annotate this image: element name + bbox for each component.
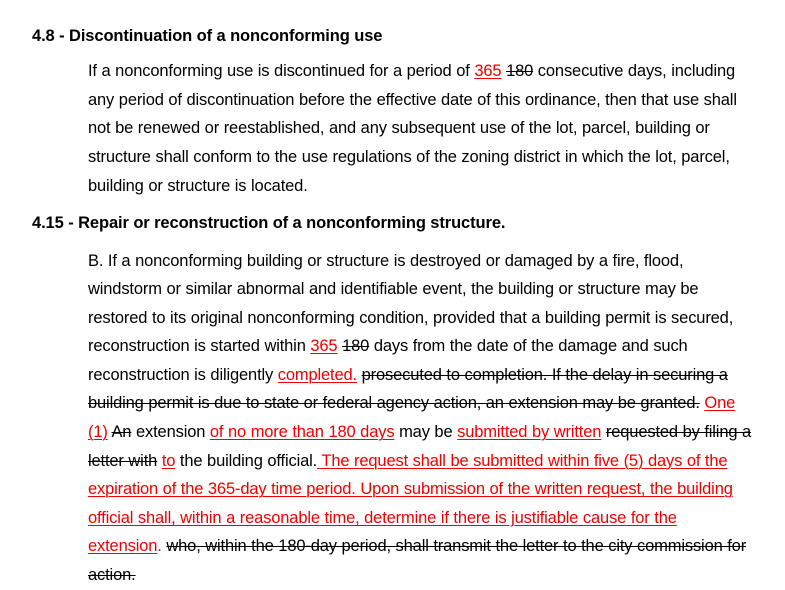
text-run-normal: extension	[131, 423, 210, 442]
text-run-deletion: who, within the 180-day period, shall transmit the letter to the city commission for action.	[88, 537, 747, 585]
paragraph-4-15-b	[88, 247, 755, 590]
section-4-8	[0, 25, 785, 200]
text-run-deletion: prosecuted to completion. If the delay in securing a building permit is due to state or federal agency action, an extension may be granted.	[88, 365, 728, 413]
text-run-normal: the building official.	[175, 451, 318, 470]
text-run-deletion: requested by filing a letter with	[88, 423, 752, 470]
paragraph-4-8-a	[88, 57, 755, 200]
section-spacer	[0, 200, 785, 212]
text-run-normal: consecutive days, including any period of discontinuation before the effective date of this ordinance, then that use shall not be renewed or reestablished, and any subsequent use of the lot, parcel, building or structure shall conform to the use regulations of the zoning district in which the lot, parcel, building or structure is located.	[88, 62, 737, 195]
text-run-insertion: The request shall be submitted within five (5) days of the expiration of the 365-day time period. Upon submission of the written request, the building official shall, within a reasonable time, determine if there is justifiable cause for the extension	[88, 451, 733, 556]
heading-body-spacer	[0, 47, 785, 57]
text-run-normal: B. If a nonconforming building or structure is destroyed or damaged by a fire, flood, windstorm or similar abnormal and identifiable event, the building or structure may be restored to its original nonconforming condition, provided that a building permit is secured, reconstruction is started within	[88, 251, 734, 356]
top-spacer	[0, 0, 785, 25]
text-run-insertion: to	[161, 451, 176, 470]
section-heading-4-8: 4.8 - Discontinuation of a nonconforming use	[32, 27, 383, 45]
text-run-normal: If a nonconforming use is discontinued for a period of	[88, 62, 475, 81]
text-run-normal: may be	[394, 423, 458, 442]
text-run-insertion: 365	[310, 337, 338, 356]
section-heading-4-15: 4.15 - Repair or reconstruction of a nonconforming structure.	[32, 214, 506, 233]
text-run-deletion: An	[111, 423, 132, 442]
text-run-insertion: 365	[474, 62, 502, 81]
text-run-insertion: One (1)	[88, 394, 736, 442]
text-run-normal: days from the date of the damage and such reconstruction is diligently	[88, 337, 688, 384]
text-run-insertion-plain: .	[157, 537, 167, 556]
text-run-deletion: 180	[342, 337, 370, 356]
section-4-15	[0, 212, 785, 589]
text-run-insertion: submitted by written	[457, 423, 602, 442]
text-run-deletion: 180	[506, 62, 534, 81]
text-run-insertion: completed.	[277, 365, 357, 384]
text-run-insertion: of no more than 180 days	[209, 423, 395, 442]
heading-body-spacer-2	[0, 235, 785, 247]
